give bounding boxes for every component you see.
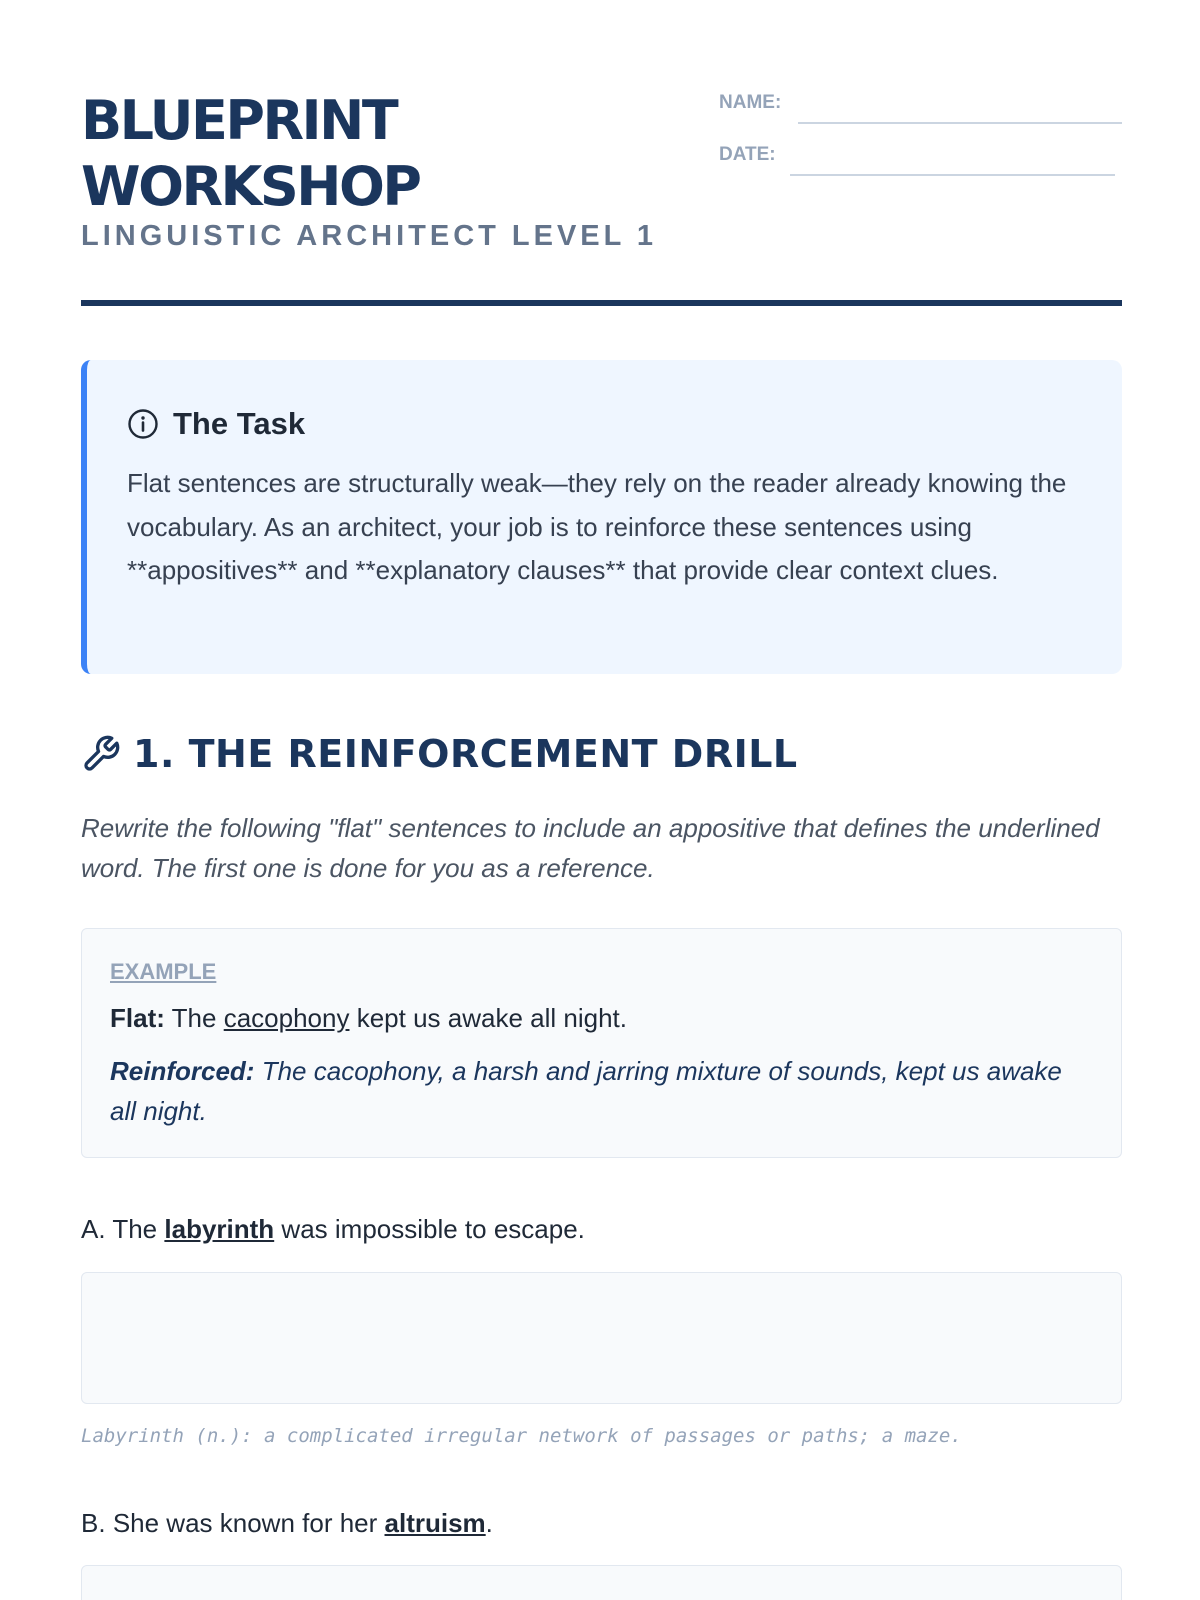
- reinforced-label: Reinforced:: [110, 1056, 255, 1086]
- exercise-b-answer-box[interactable]: [81, 1565, 1122, 1600]
- info-icon: [127, 408, 159, 440]
- task-title: The Task: [173, 406, 306, 441]
- name-row: [719, 84, 1122, 124]
- exercise-a-definition: Labyrinth (n.): a complicated irregular network of passages or paths; a maze.: [81, 1425, 962, 1447]
- exercise-b-text-before: She was known for her: [112, 1508, 378, 1538]
- title-line-2: WORKSHOP: [81, 155, 420, 218]
- flat-target-word: cacophony: [223, 1003, 350, 1033]
- example-reinforced-sentence: [110, 1051, 1090, 1131]
- worksheet-title: [81, 88, 681, 220]
- flat-text-after: kept us awake all night.: [356, 1003, 627, 1033]
- exercise-b-text-after: .: [485, 1508, 493, 1538]
- worksheet-page: [81, 0, 1122, 1600]
- date-row: [719, 136, 1122, 176]
- exercise-a-answer-box[interactable]: [81, 1272, 1122, 1404]
- wrench-icon: [81, 734, 121, 774]
- worksheet-header: [81, 84, 1122, 304]
- task-heading: [127, 404, 305, 444]
- date-field[interactable]: [790, 174, 1115, 176]
- name-label: NAME:: [719, 92, 782, 113]
- exercise-b-prompt: [81, 1508, 493, 1539]
- exercise-b-letter: B.: [81, 1508, 106, 1538]
- exercise-b-target-word: altruism: [384, 1508, 486, 1538]
- worksheet-subtitle: LINGUISTIC ARCHITECT LEVEL 1: [81, 220, 658, 252]
- exercise-a-text-before: The: [112, 1214, 158, 1244]
- exercise-a-letter: A.: [81, 1214, 106, 1244]
- exercise-a-text-after: was impossible to escape.: [281, 1214, 585, 1244]
- reinforced-text: The cacophony, a harsh and jarring mixture of sounds, kept us awake all night.: [110, 1056, 1062, 1126]
- flat-label: Flat:: [110, 1003, 165, 1033]
- section-title: 1. THE REINFORCEMENT DRILL: [133, 732, 798, 776]
- example-box: [81, 928, 1122, 1158]
- section-instructions: Rewrite the following "flat" sentences to include an appositive that defines the underlined word. The first one is done for you as a reference.: [81, 813, 1100, 883]
- example-label: EXAMPLE: [110, 959, 217, 984]
- exercise-a-target-word: labyrinth: [164, 1214, 275, 1244]
- example-flat-sentence: [110, 1003, 627, 1034]
- exercise-a-prompt: [81, 1214, 585, 1245]
- section-heading: [81, 730, 798, 778]
- task-callout: [81, 360, 1122, 674]
- name-field[interactable]: [798, 122, 1122, 124]
- task-description: Flat sentences are structurally weak—they rely on the reader already knowing the vocabulary. As an architect, your job is to reinforce these sentences using **appositives** and **explanatory clauses** that provide clear context clues.: [127, 468, 1067, 585]
- title-line-1: BLUEPRINT: [81, 89, 397, 152]
- header-divider: [81, 300, 1122, 306]
- flat-text-before: The: [171, 1003, 217, 1033]
- date-label: DATE:: [719, 144, 776, 165]
